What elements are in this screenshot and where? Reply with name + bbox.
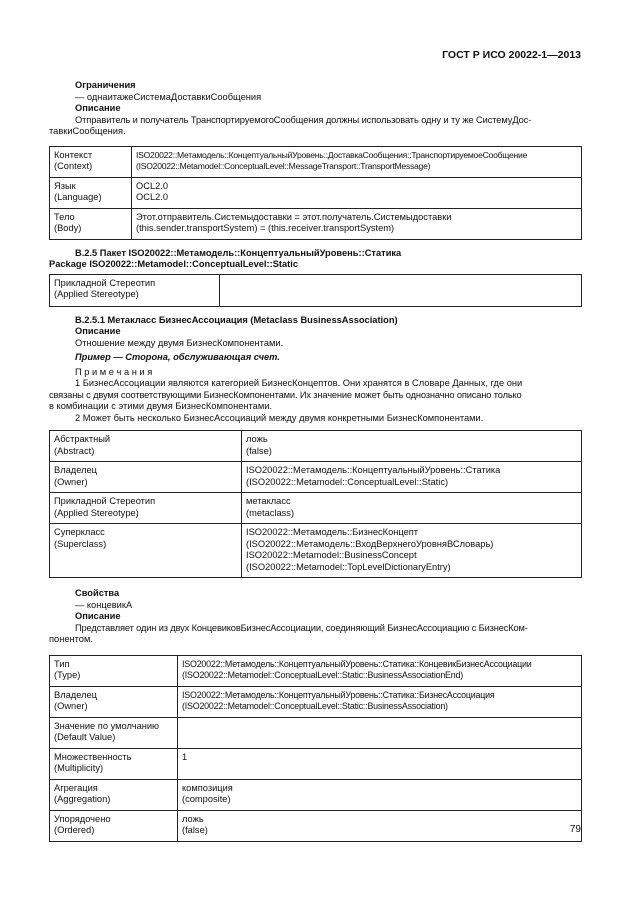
table-key-cell	[50, 748, 178, 779]
table-value-cell	[178, 686, 582, 717]
row-value: ISO20022::Metamodel::BusinessConcept	[246, 550, 417, 560]
row-value: (metaclass)	[246, 507, 295, 518]
row-value: ISO20022::Метамодель::КонцептуальныйУровень::ДоставкаСообщения::ТранспортируемоеСообщение	[136, 149, 528, 160]
row-label-en: (Context)	[54, 161, 93, 171]
properties-heading: Свойства	[75, 588, 120, 598]
metaclass-properties-table	[49, 430, 582, 578]
table-row	[50, 655, 582, 686]
row-label-en: (Ordered)	[54, 825, 95, 835]
table-row	[50, 524, 582, 578]
table-row	[50, 177, 582, 208]
row-value: (ISO20022::Metamodel::ConceptualLevel::Static::BusinessAssociationEnd)	[182, 670, 464, 680]
stereotype-table	[49, 274, 582, 307]
table-key-cell	[50, 431, 242, 462]
row-label: Контекст	[54, 149, 93, 160]
table-key-cell	[50, 524, 242, 578]
description-heading: Описание	[75, 611, 121, 621]
row-value: метакласс	[246, 496, 291, 506]
table-key-cell	[50, 717, 178, 748]
row-value: (false)	[246, 445, 272, 456]
row-value-en: (this.sender.transportSystem) = (this.receiver.transportSystem)	[136, 223, 395, 233]
row-label-en: (Language)	[54, 192, 102, 202]
row-value: Этот.отправитель.Системыдоставки = этот.получатель.Системыдоставки	[136, 211, 452, 222]
table-row	[50, 686, 582, 717]
row-label: Язык	[54, 180, 76, 191]
table-key-cell	[50, 274, 220, 306]
row-label: Суперкласс	[54, 527, 105, 537]
description-text-line2: понентом.	[49, 634, 93, 644]
row-label-en: (Multiplicity)	[54, 763, 104, 773]
note-1-line3: в комбинации с этими двумя БизнесКомпонентами.	[49, 401, 272, 411]
description-heading: Описание	[75, 326, 121, 336]
table-key-cell	[50, 208, 132, 239]
row-label-en: (Default Value)	[54, 732, 116, 742]
row-value: (false)	[182, 825, 208, 835]
row-value: ISO20022::Метамодель::КонцептуальныйУровень::Статика	[246, 465, 501, 475]
property-details-table	[49, 655, 582, 842]
table-row	[50, 717, 582, 748]
row-value-en: OCL2.0	[136, 192, 169, 202]
constraint-table	[49, 146, 582, 240]
table-row	[50, 748, 582, 779]
table-value-cell	[132, 146, 582, 177]
table-row	[50, 431, 582, 462]
row-value: (ISO20022::Metamodel::ConceptualLevel::Static)	[246, 476, 449, 487]
description-text-line1: Представляет один из двух КонцевиковБизнесАссоциации, соединяющий БизнесАссоциацию с БизнесКом-	[75, 622, 528, 633]
table-key-cell	[50, 655, 178, 686]
row-label-en: (Owner)	[54, 476, 88, 487]
description-heading: Описание	[75, 103, 121, 113]
row-label: Значение по умолчанию	[54, 720, 160, 731]
property-item: — концевикА	[75, 599, 133, 610]
note-1-line1: 1 БизнесАссоциации являются категорией БизнесКонцептов. Они хранятся в Словаре Данных, где они	[75, 378, 523, 388]
table-value-cell	[178, 717, 582, 748]
table-value-cell	[220, 274, 582, 306]
table-value-cell	[178, 779, 582, 810]
table-row	[50, 146, 582, 177]
row-label: Тип	[54, 658, 70, 669]
row-label-en: (Aggregation)	[54, 794, 111, 804]
row-value: композиция	[182, 782, 233, 793]
constraint-item: — однаитажеСистемаДоставкиСообщения	[75, 91, 262, 102]
row-value: OCL2.0	[136, 180, 169, 191]
row-label: Прикладной Стереотип	[54, 496, 156, 506]
row-value: ложь	[182, 813, 204, 824]
row-value: ISO20022::Метамодель::КонцептуальныйУровень::Статика::КонцевикБизнесАссоциации	[182, 658, 532, 669]
row-value: (ISO20022::Метамодель::ВходВерхнегоУровняВСловарь)	[246, 538, 494, 549]
row-value: ложь	[246, 434, 268, 444]
table-value-cell	[242, 493, 582, 524]
table-value-cell	[178, 655, 582, 686]
row-label: Прикладной Стереотип	[54, 277, 156, 288]
notes-heading: П р и м е ч а н и я	[75, 366, 153, 377]
row-label-en: (Superclass)	[54, 538, 107, 549]
constraints-heading: Ограничения	[75, 80, 136, 90]
row-value: (composite)	[182, 794, 231, 804]
table-value-cell	[132, 177, 582, 208]
table-value-cell	[132, 208, 582, 239]
row-label-en: (Applied Stereotype)	[54, 289, 139, 299]
row-label-en: (Applied Stereotype)	[54, 507, 139, 518]
description-text-line2: тавкиСообщения.	[49, 126, 126, 136]
table-row	[50, 274, 582, 306]
table-key-cell	[50, 686, 178, 717]
row-label-en: (Type)	[54, 670, 81, 680]
table-value-cell	[242, 431, 582, 462]
page-number: 79	[569, 824, 581, 835]
row-value: ISO20022::Метамодель::БизнесКонцепт	[246, 527, 419, 537]
row-label: Владелец	[54, 689, 98, 700]
row-value: (ISO20022::Metamodel::ConceptualLevel::Static::BusinessAssociation)	[182, 701, 448, 711]
row-value: (ISO20022::Metamodel::TopLevelDictionaryEntry)	[246, 561, 451, 572]
row-label: Множественность	[54, 751, 132, 762]
document-header: ГОСТ Р ИСО 20022-1—2013	[442, 49, 581, 61]
table-row	[50, 462, 582, 493]
row-label: Тело	[54, 211, 75, 222]
table-key-cell	[50, 146, 132, 177]
row-label-en: (Owner)	[54, 701, 88, 711]
section-b251-title: В.2.5.1 Метакласс БизнесАссоциация (Metaclass BusinessAssociation)	[75, 314, 398, 325]
row-label-en: (Abstract)	[54, 445, 95, 456]
row-label: Абстрактный	[54, 434, 111, 444]
example-text: Пример — Сторона, обслуживающая счет.	[75, 352, 280, 362]
row-label: Владелец	[54, 465, 98, 475]
note-2: 2 Может быть несколько БизнесАссоциаций между двумя конкретными БизнесКомпонентами.	[75, 412, 484, 423]
table-row	[50, 208, 582, 239]
table-key-cell	[50, 462, 242, 493]
table-value-cell	[242, 524, 582, 578]
section-b25-title-en: Package ISO20022::Metamodel::ConceptualLevel::Static	[49, 259, 299, 269]
description-text: Отношение между двумя БизнесКомпонентами.	[75, 337, 284, 348]
table-value-cell	[178, 748, 582, 779]
table-row	[50, 493, 582, 524]
note-1-line2: связаны с двумя соответствующими БизнесКомпонентами. Их значение может быть однозначно описано только	[49, 389, 522, 400]
row-label: Упорядочено	[54, 813, 111, 824]
row-value: 1	[182, 751, 188, 762]
row-value: ISO20022::Метамодель::КонцептуальныйУровень::Статика::БизнесАссоциация	[182, 689, 495, 700]
table-key-cell	[50, 493, 242, 524]
description-text-line1: Отправитель и получатель ТранспортируемогоСообщения должны использовать одну и ту же СистемуДос-	[75, 114, 532, 125]
table-key-cell	[50, 177, 132, 208]
row-label-en: (Body)	[54, 223, 82, 233]
table-key-cell	[50, 779, 178, 810]
table-key-cell	[50, 810, 178, 841]
table-row	[50, 810, 582, 841]
table-value-cell	[242, 462, 582, 493]
row-label: Агрегация	[54, 782, 98, 793]
table-row	[50, 779, 582, 810]
section-b25-title: В.2.5 Пакет ISO20022::Метамодель::КонцептуальныйУровень::Статика	[75, 247, 402, 258]
row-value-en: (ISO20022::Metamodel::ConceptualLevel::MessageTransport::TransportMessage)	[136, 161, 431, 171]
page-content	[49, 80, 582, 842]
table-value-cell	[178, 810, 582, 841]
